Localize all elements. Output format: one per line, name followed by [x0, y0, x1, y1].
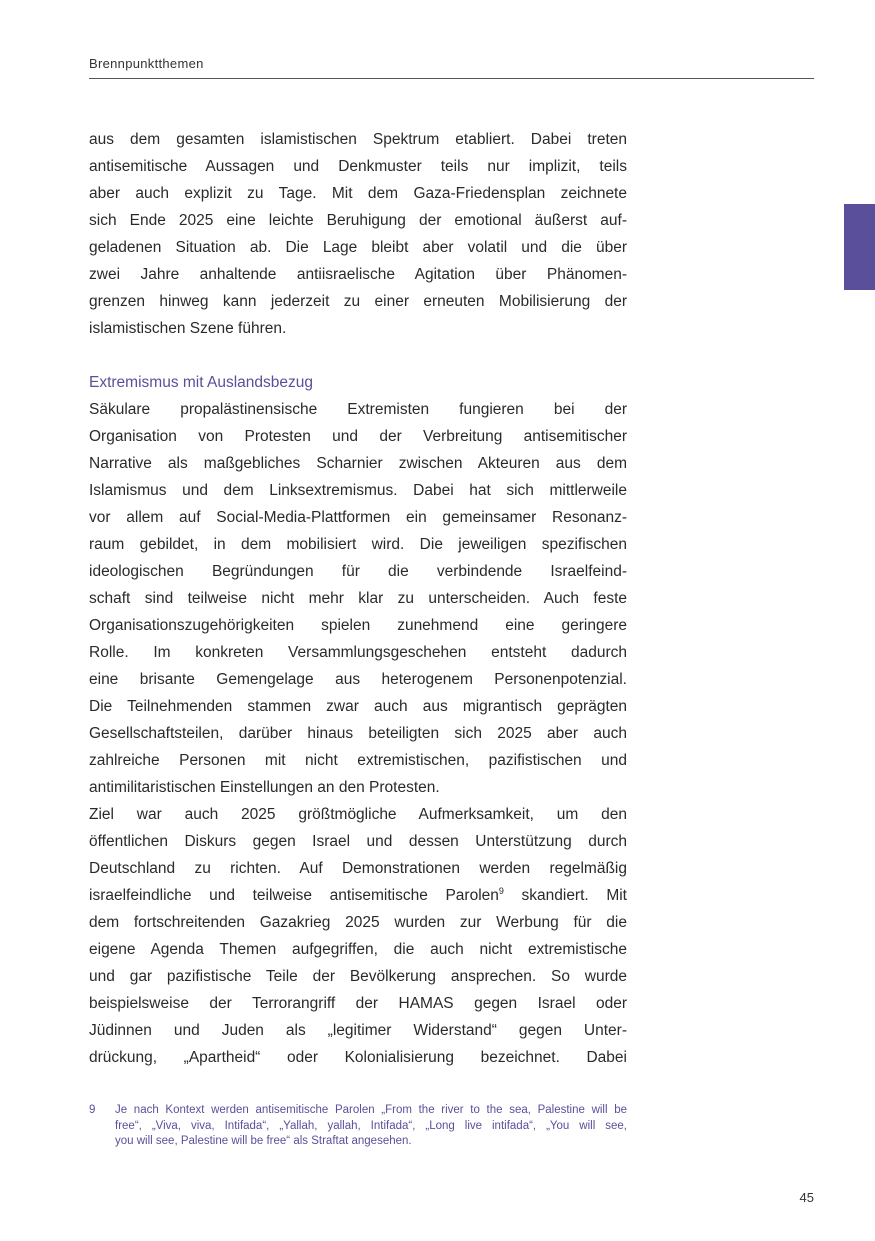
text-line: drückung, „Apartheid“ oder Kolonialisierung bezeichnet. Dabei	[89, 1049, 627, 1066]
paragraph-3	[89, 801, 627, 1071]
text-line: antimilitaristischen Einstellungen an den Protesten.	[89, 779, 440, 796]
text-line: öffentlichen Diskurs gegen Israel und dessen Unterstützung durch	[89, 833, 627, 850]
text-line: Rolle. Im konkreten Versammlungsgeschehen entsteht dadurch	[89, 644, 627, 661]
header-divider	[89, 78, 814, 79]
text-line: ideologischen Begründungen für die verbindende Israelfeind-	[89, 563, 627, 580]
footnote-line: Je nach Kontext werden antisemitische Parolen „From the river to the sea, Palestine will be	[115, 1104, 627, 1116]
main-text	[89, 126, 627, 1071]
text-line: grenzen hinweg kann jederzeit zu einer erneuten Mobilisierung der	[89, 293, 627, 310]
footnote-text	[115, 1103, 627, 1150]
text-line: aus dem gesamten islamistischen Spektrum etabliert. Dabei treten	[89, 131, 627, 148]
text-line-with-footnote	[89, 882, 627, 909]
text-line: Die Teilnehmenden stammen zwar auch aus migrantisch geprägten	[89, 698, 627, 715]
text-line: Säkulare propalästinensische Extremisten fungieren bei der	[89, 401, 627, 418]
text-line: Jüdinnen und Juden als „legitimer Widerstand“ gegen Unter-	[89, 1022, 627, 1039]
text-line: dem fortschreitenden Gazakrieg 2025 wurden zur Werbung für die	[89, 914, 627, 931]
text-line: Gesellschaftsteilen, darüber hinaus beteiligten sich 2025 aber auch	[89, 725, 627, 742]
text-line: Organisation von Protesten und der Verbreitung antisemitischer	[89, 428, 627, 445]
text-line: sich Ende 2025 eine leichte Beruhigung der emotional äußerst auf-	[89, 212, 627, 229]
text-line: geladenen Situation ab. Die Lage bleibt aber volatil und die über	[89, 239, 627, 256]
text-line: vor allem auf Social-Media-Plattformen ein gemeinsamer Resonanz-	[89, 509, 627, 526]
text-line: Deutschland zu richten. Auf Demonstrationen werden regelmäßig	[89, 860, 627, 877]
text-line: eigene Agenda Themen aufgegriffen, die auch nicht extremistische	[89, 941, 627, 958]
text-line: antisemitische Aussagen und Denkmuster teils nur implizit, teils	[89, 158, 627, 175]
text-line: Organisationszugehörigkeiten spielen zunehmend eine geringere	[89, 617, 627, 634]
text-line: schaft sind teilweise nicht mehr klar zu unterscheiden. Auch feste	[89, 590, 627, 607]
text-line: Ziel war auch 2025 größtmögliche Aufmerksamkeit, um den	[89, 806, 627, 823]
footnote-number: 9	[89, 1104, 96, 1116]
ref-line-text: israelfeindliche und teilweise antisemitische Parolen	[89, 887, 499, 904]
section-heading: Extremismus mit Auslandsbezug	[89, 374, 313, 391]
text-line: islamistischen Szene führen.	[89, 320, 287, 337]
footnote-line: free“, „Viva, viva, Intifada“, „Yallah, yallah, Intifada“, „Long live intifada“, „You will see,	[115, 1119, 627, 1132]
text-line: zwei Jahre anhaltende antiisraelische Agitation über Phänomen-	[89, 266, 627, 283]
text-line: und gar pazifistische Teile der Bevölkerung ansprechen. So wurde	[89, 968, 627, 985]
text-line: beispielsweise der Terrorangriff der HAMAS gegen Israel oder	[89, 995, 627, 1012]
text-line: Islamismus und dem Linksextremismus. Dabei hat sich mittlerweile	[89, 482, 627, 499]
text-line: aber auch explizit zu Tage. Mit dem Gaza-Friedensplan zeichnete	[89, 185, 627, 202]
running-header-title: Brennpunktthemen	[89, 56, 204, 71]
footnote-reference[interactable]: 9	[498, 885, 504, 896]
paragraph-2	[89, 396, 627, 801]
footnote-line: you will see, Palestine will be free“ als Straftat angesehen.	[115, 1135, 412, 1147]
text-line: eine brisante Gemengelage aus heterogenem Personenpotenzial.	[89, 671, 627, 688]
page-number: 45	[799, 1190, 814, 1205]
paragraph-gap	[89, 342, 627, 369]
text-line: raum gebildet, in dem mobilisiert wird. Die jeweiligen spezifischen	[89, 536, 627, 553]
chapter-side-tab	[844, 204, 875, 290]
ref-line-tail: skandiert. Mit	[503, 887, 627, 904]
text-line: Narrative als maßgebliches Scharnier zwischen Akteuren aus dem	[89, 455, 627, 472]
paragraph-1	[89, 126, 627, 342]
text-line: zahlreiche Personen mit nicht extremistischen, pazifistischen und	[89, 752, 627, 769]
